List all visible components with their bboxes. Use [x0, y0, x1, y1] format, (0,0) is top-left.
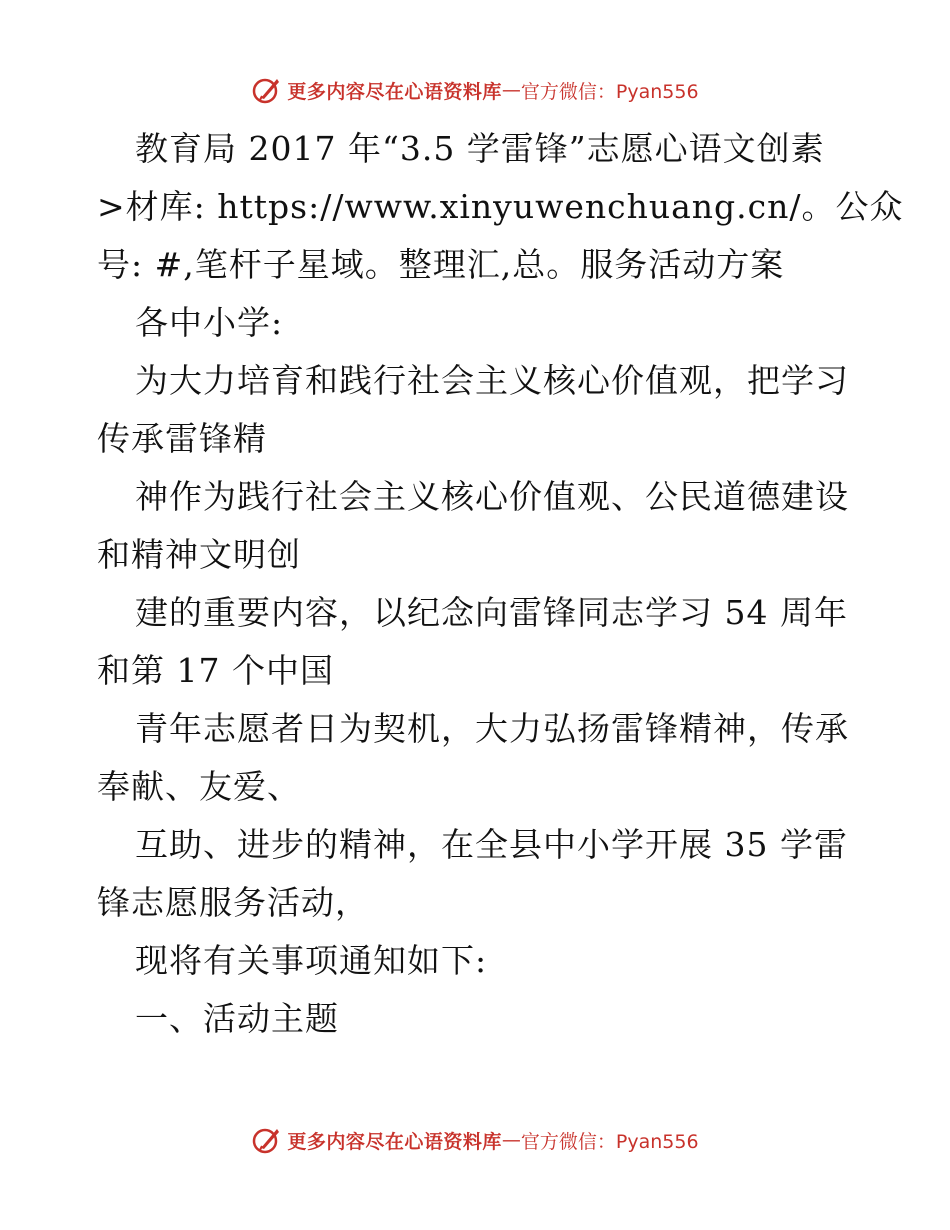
text-line: >材库: https://www.xinyuwenchuang.cn/。公众 [97, 187, 904, 226]
text-line: 一、活动主题 [135, 999, 339, 1038]
banner-main-text: 更多内容尽在心语资料库 [287, 80, 502, 103]
quill-pen-circle-icon [251, 74, 283, 106]
text-line: 青年志愿者日为契机，大力弘扬雷锋精神，传承 [135, 709, 849, 748]
banner-dash: — [501, 79, 521, 101]
text-line: 建的重要内容，以纪念向雷锋同志学习 54 周年 [135, 593, 848, 632]
text-line: 和第 17 个中国 [97, 651, 334, 690]
text-line: 号: #,笔杆子星域。整理汇,总。服务活动方案 [97, 245, 785, 284]
text-line: 奉献、友爱、 [97, 767, 301, 806]
banner-main-text: 更多内容尽在心语资料库 [287, 1130, 502, 1153]
quill-pen-circle-icon [251, 1124, 283, 1156]
text-line: 互助、进步的精神，在全县中小学开展 35 学雷 [135, 825, 848, 864]
text-line: 锋志愿服务活动， [97, 883, 369, 922]
footer-banner [0, 1120, 950, 1160]
text-line: 和精神文明创 [97, 535, 301, 574]
banner-wechat-text: 官方微信：Pyan556 [520, 80, 699, 103]
text-line: 现将有关事项通知如下: [135, 941, 488, 980]
text-line: 教育局 2017 年“3.5 学雷锋”志愿心语文创素 [135, 129, 825, 168]
banner-wechat-text: 官方微信：Pyan556 [520, 1130, 699, 1153]
header-banner [0, 70, 950, 110]
text-line: 传承雷锋精 [97, 419, 267, 458]
text-line: 为大力培育和践行社会主义核心价值观，把学习 [135, 361, 849, 400]
document-body [97, 120, 904, 1048]
banner-dash: — [501, 1129, 521, 1151]
text-line: 神作为践行社会主义核心价值观、公民道德建设 [135, 477, 849, 516]
text-line: 各中小学: [135, 303, 284, 342]
